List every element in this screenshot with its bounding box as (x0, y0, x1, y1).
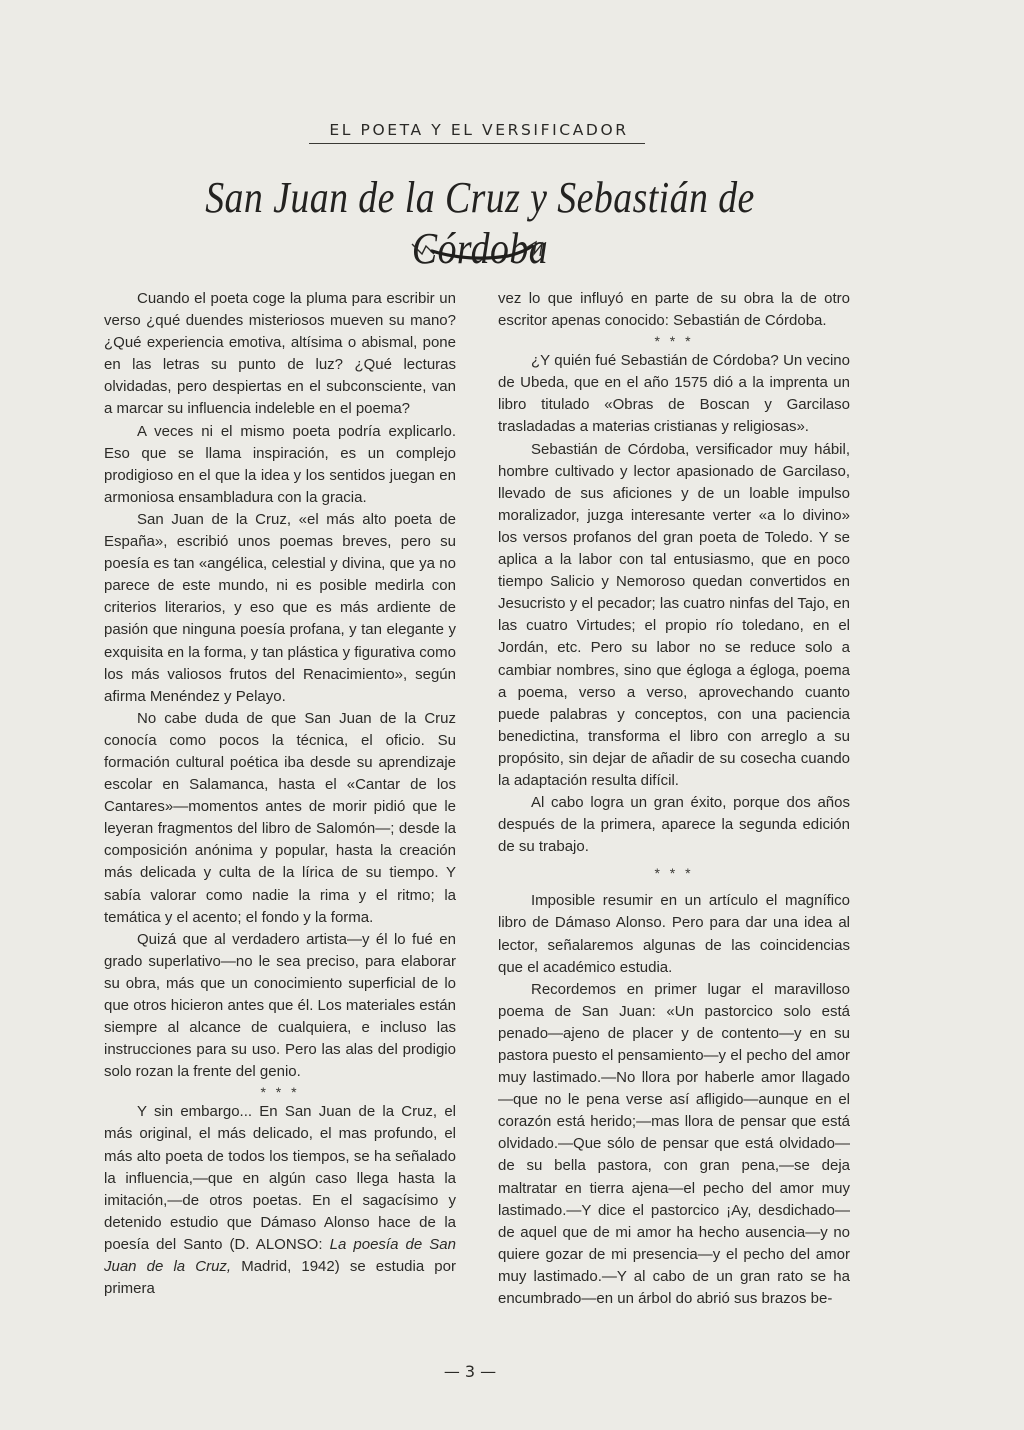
paragraph: vez lo que influyó en parte de su obra la de otro escritor apenas conocido: Sebastián de Córdoba. (498, 290, 850, 330)
title-ornament (408, 238, 552, 260)
paragraph: Quizá que al verdadero artista—y él lo fué en grado superlativo—no le sea preciso, para elaborar su obra, más que un conocimiento superficial de lo que otros hicieron antes que él. Los materiales están siempre al alcance de cualquiera, e incluso las instrucciones para su uso. Pero las alas del prodigio solo rozan la frente del genio. (104, 930, 456, 1081)
stars-glyph: * * * (654, 865, 694, 882)
paragraph (104, 1101, 456, 1300)
page-number: — 3 — (443, 1362, 497, 1381)
left-column (104, 288, 456, 1300)
paragraph: No cabe duda de que San Juan de la Cruz conocía como pocos la técnica, el oficio. Su formación cultural poética iba desde su aprendizaje escolar en Salamanca, hasta el «Cantar de los Cantares»—momentos antes de morir pidió que le leyeran fragmentos del libro de Salomón—; desde la composición anónima y popular, hasta la creación más delicada y culta de la lírica de su tiempo. Y sabía valorar como nadie la rima y el ritmo; la temática y el acento; el fondo y la forma. (104, 709, 456, 926)
article-title: San Juan de la Cruz y Sebastián de Córdoba (205, 173, 755, 273)
paragraph: Recordemos en primer lugar el maravilloso poema de San Juan: «Un pastorcico solo está penado—ajeno de placer y de contento—y en su pastora puesto el pensamiento—y el pecho del amor muy lastimado.—No llora por haberle amor llagado—que no le pena verse así afligido—aunque en el corazón está herido;—mas llora de pensar que está olvidado.—Que sólo de pensar que está olvidado—de su bella pastora, con gran pena,—se deja maltratar en tierra ajena—el pecho del amor muy lastimado.—Y dice el pastorcico ¡Ay, desdichado—de aquel que de mi amor ha hecho ausencia—y no quiere gozar de mi presencia—y el pecho del amor muy lastimado.—Y al cabo de un gran rato se ha encumbrado—en un árbol do abrió sus brazos be- (498, 980, 850, 1308)
right-column (498, 288, 850, 1310)
section-separator (104, 1085, 456, 1099)
stars-glyph: * * * (654, 333, 694, 350)
section-separator (498, 334, 850, 348)
section-header: EL POETA Y EL VERSIFICADOR (329, 121, 629, 139)
paragraph: San Juan de la Cruz, «el más alto poeta de España», escribió unos poemas breves, pero su poesía es tan «angélica, celestial y divina, que ya no parece de este mundo, ni es posible medirla con criterios literarios, y eso que es más ardiente de pasión que ninguna poesía profana, y tan elegante y exquisita en la forma, y tan plástica y figurativa como los más valiosos frutos del Renacimiento», según afirma Menéndez y Pelayo. (104, 510, 456, 705)
paragraph: ¿Y quién fué Sebastián de Córdoba? Un vecino de Ubeda, que en el año 1575 dió a la imprenta un libro titulado «Obras de Boscan y Garcilaso trasladadas a materias cristianas y religiosas». (498, 352, 850, 436)
stars-glyph: * * * (260, 1084, 300, 1101)
paragraph-text: Madrid, 1942) se estudia por primera (104, 1258, 456, 1298)
paragraph-text: Y sin embargo... En San Juan de la Cruz, el más original, el más delicado, el mas profundo, el más alto poeta de todos los tiempos, se ha señalado la influencia,—que en algún caso llega hasta la imitación,—de otros poetas. En el sagacísimo y detenido estudio que Dámaso Alonso hace de la poesía del Santo (D. ALONSO: (104, 1103, 456, 1253)
book-title: La poesía de San Juan de la Cruz, (104, 1235, 456, 1276)
paragraph: Cuando el poeta coge la pluma para escribir un verso ¿qué duendes misteriosos mueven su mano? ¿Qué experiencia emotiva, altísima o abismal, pone en las letras su punto de luz? ¿Qué lecturas olvidadas, pero despiertas en el subconsciente, van a marcar su influencia indeleble en el poema? (104, 290, 456, 418)
paragraph: A veces ni el mismo poeta podría explicarlo. Eso que se llama inspiración, es un complejo prodigioso en el que la idea y los sentidos juegan en armoniosa ensambladura con la gracia. (104, 422, 456, 506)
paragraph: Sebastián de Córdoba, versificador muy hábil, hombre cultivado y lector apasionado de Garcilaso, llevado de sus aficiones y de un loable impulso moralizador, juzga interesante verter «a lo divino» los versos profanos del gran poeta de Toledo. Y se aplica a la labor con tal entusiasmo, que en poco tiempo Salicio y Nemoroso quedan convertidos en Jesucristo y el pecador; las cuatro ninfas del Tajo, en las cuatro Virtudes; el propio río toledano, en el Jordán, etc. Pero su labor no se reduce solo a cambiar nombres, sino que égloga a égloga, poema a poema, verso a verso, aprovechando cuanto puede palabras y conceptos, con una paciencia benedictina, transforma el libro con arreglo a su propósito, sin dejar de añadir de su cosecha cuando la adaptación resulta difícil. (498, 440, 850, 789)
paragraph: Imposible resumir en un artículo el magnífico libro de Dámaso Alonso. Pero para dar una idea al lector, señalaremos algunas de las coincidencias que el académico estudia. (498, 892, 850, 976)
paragraph: Al cabo logra un gran éxito, porque dos años después de la primera, aparece la segunda edición de su trabajo. (498, 794, 850, 856)
header-rule (309, 143, 645, 144)
section-separator (498, 866, 850, 880)
